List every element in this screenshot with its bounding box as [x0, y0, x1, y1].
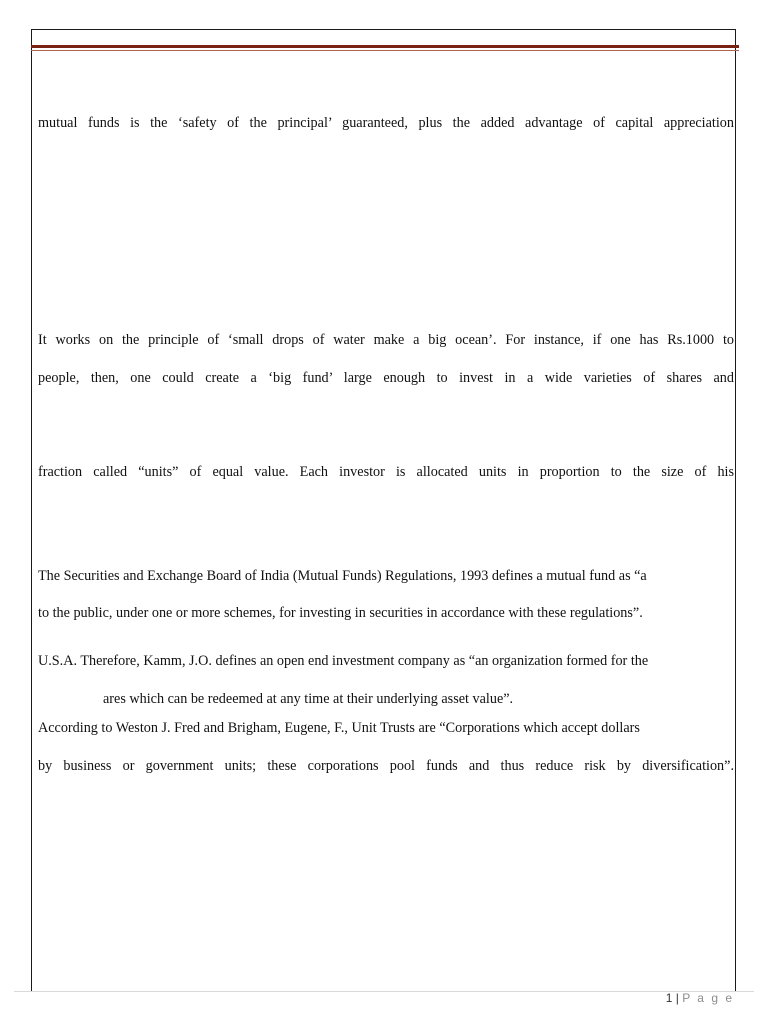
page-footer [666, 991, 734, 1005]
text-line: It works on the principle of ‘small drops of water make a big ocean’. For instance, if one has Rs.1000 to [38, 332, 734, 348]
header-rule-thin [31, 50, 739, 51]
text-line: U.S.A. Therefore, Kamm, J.O. defines an open end investment company as “an organization formed for the [38, 653, 649, 669]
text-line: The Securities and Exchange Board of India (Mutual Funds) Regulations, 1993 defines a mutual fund as “a [38, 568, 647, 584]
text-line: fraction called “units” of equal value. Each investor is allocated units in proportion to the size of his [38, 464, 734, 480]
page-number: 1 [665, 991, 673, 1005]
header-rule [31, 45, 739, 48]
text-line: people, then, one could create a ‘big fund’ large enough to invest in a wide varieties of shares and [38, 370, 734, 386]
text-line-indented: ares which can be redeemed at any time at their underlying asset value”. [103, 691, 514, 707]
text-line: According to Weston J. Fred and Brigham, Eugene, F., Unit Trusts are “Corporations which accept dollars [38, 720, 640, 736]
footer-separator: | [675, 991, 679, 1005]
page-border [31, 29, 736, 992]
text-line: mutual funds is the ‘safety of the principal’ guaranteed, plus the added advantage of capital appreciation [38, 115, 734, 131]
page-label: P a g e [682, 991, 734, 1005]
footer-rule [14, 991, 754, 992]
text-line: to the public, under one or more schemes, for investing in securities in accordance with these regulations”. [38, 605, 643, 621]
text-line: by business or government units; these corporations pool funds and thus reduce risk by diversification”. [38, 758, 734, 774]
